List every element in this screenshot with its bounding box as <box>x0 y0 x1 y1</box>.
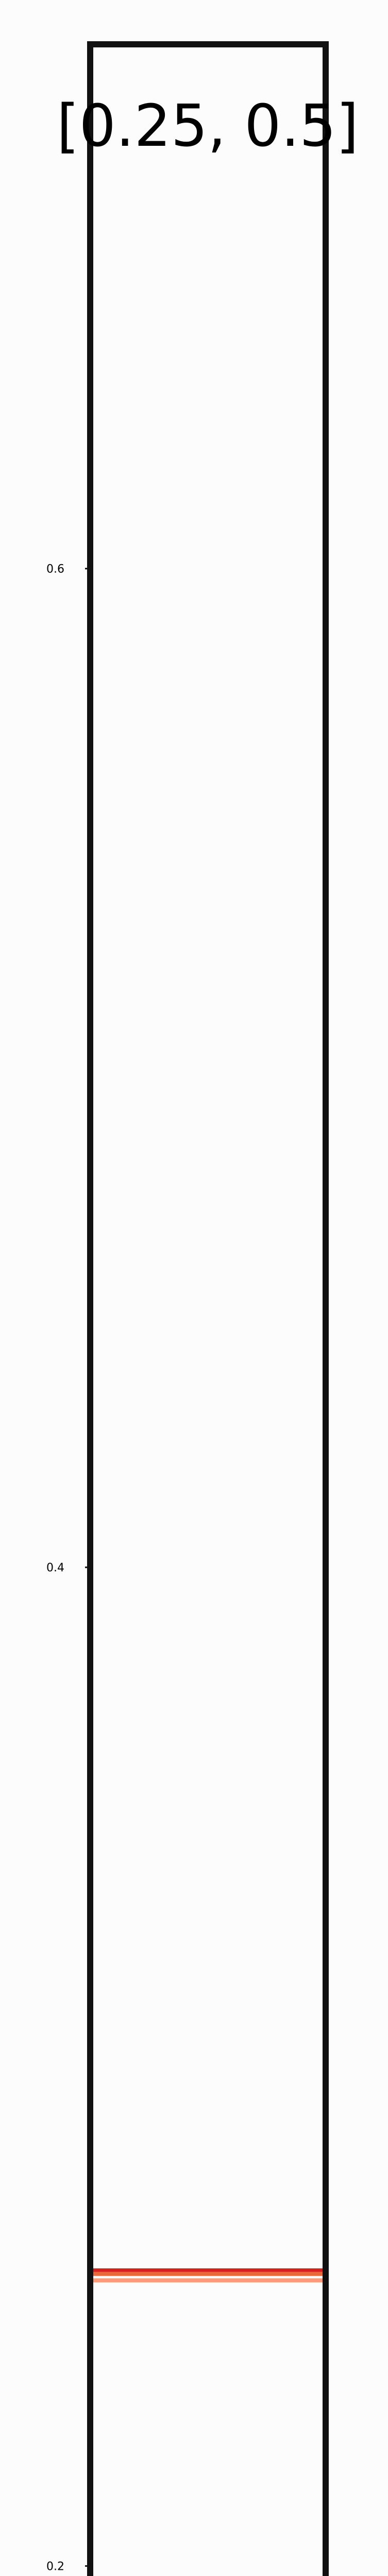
y-tick-label-1: 0.4 <box>46 1562 64 1575</box>
chart-title: [0.25, 0.5] <box>56 93 359 160</box>
y-tick-label-2: 0.2 <box>46 2560 64 2573</box>
y-tick-label-0: 0.6 <box>46 563 64 576</box>
